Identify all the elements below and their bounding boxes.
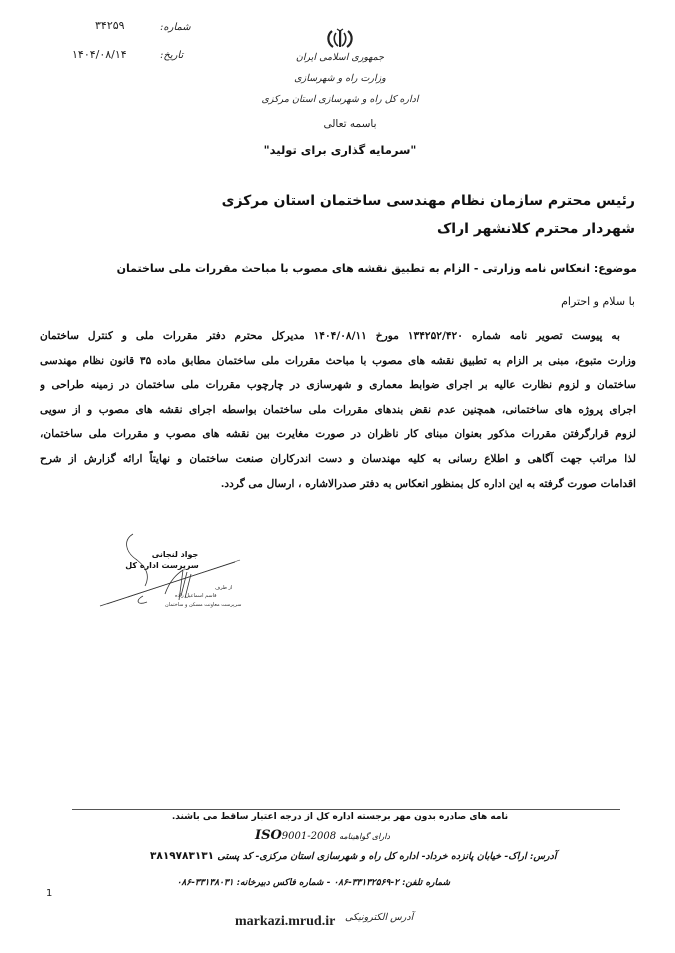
letter-date-label: تاریخ: xyxy=(160,50,184,61)
iran-emblem-icon xyxy=(326,28,354,50)
recipient-1: رئیس محترم سازمان نظام مهندسی ساختمان استان مرکزی xyxy=(221,193,635,209)
postal-code: ۳۸۱۹۷۸۳۱۳۱ xyxy=(150,850,215,862)
cc-title: سرپرست معاونت مسکن و ساختمان xyxy=(165,602,242,608)
letter-body xyxy=(40,324,636,496)
page-number: 1 xyxy=(46,888,53,899)
footer-phone: شماره تلفن: ۲-۳۳۱۳۲۵۶۹-۰۸۶ - شماره فاکس دبیرخانه: ۳۳۱۳۸۰۳۱-۰۸۶ xyxy=(176,878,450,888)
cc-name: قاسم اسماعیل زاده xyxy=(175,593,217,599)
footer-divider xyxy=(72,809,620,810)
gov-line-republic: جمهوری اسلامی ایران xyxy=(295,52,385,63)
cc-prefix: از طرف xyxy=(215,585,233,591)
recipient-2: شهردار محترم کلانشهر اراک xyxy=(436,221,635,237)
iso-label-big: ISO xyxy=(255,828,282,843)
body-line: اقدامات صورت گرفته به این اداره کل بمنظور انعکاس به دفتر صدرالاشاره ، ارسال می گردد. xyxy=(220,477,636,490)
address-text: آدرس: اراک- خیابان پانزده خرداد- اداره کل راه و شهرسازی استان مرکزی- کد پستی xyxy=(217,851,557,862)
gov-line-ministry: وزارت راه و شهرسازی xyxy=(294,73,386,84)
iso-number: 9001-2008 xyxy=(281,831,337,842)
footer-warning: نامه های صادره بدون مهر برجسته اداره کل از درجه اعتبار ساقط می باشند. xyxy=(171,812,509,822)
body-line: لزوم قرارگرفتن مقررات مذکور بعنوان مبنای کار ناظران در صورت مغایرت بین نقشه های مصوب و مقررات ملی ساختمان، xyxy=(40,428,636,441)
subject-line: موضوع: انعکاس نامه وزارتی - الزام به تطبیق نقشه های مصوب با مباحث مقررات ملی ساختمان xyxy=(116,262,637,275)
signer-title: سرپرست اداره کل xyxy=(125,561,199,570)
iso-caption: دارای گواهینامه xyxy=(339,832,390,841)
body-line: اجرای پروژه های ساختمانی، همچنین عدم نقض بندهای مقررات ملی ساختمان بواسطه اجرای نقشه های مصوب و از سویی xyxy=(40,403,636,416)
slogan: "سرمایه گذاری برای تولید" xyxy=(263,143,417,157)
iso-certification xyxy=(255,828,390,843)
footer-address xyxy=(150,850,557,862)
website-link[interactable]: markazi.mrud.ir xyxy=(235,914,336,929)
letter-date-value: ۱۴۰۴/۰۸/۱۴ xyxy=(72,48,127,61)
letter-number-label: شماره: xyxy=(160,22,191,33)
body-line: لذا مراتب جهت آگاهی و اطلاع رسانی به کلیه مهندسان و دست اندرکاران صنعت ساختمان و نهایتاً ارائه گزارش از شرح xyxy=(40,452,636,465)
bismillah-heading: باسمه تعالی xyxy=(323,118,377,130)
letter-number-value: ۳۴۲۵۹ xyxy=(95,19,125,32)
gov-line-department: اداره کل راه و شهرسازی استان مرکزی xyxy=(261,94,419,105)
website-label: آدرس الکترونیکی xyxy=(345,912,414,923)
greeting: با سلام و احترام xyxy=(561,295,635,308)
body-line: وزارت متبوع، مبنی بر الزام به تطبیق نقشه های مصوب با مباحث مقررات ملی ساختمان مطابق ماده ۳۵ قانون نظام مهندسی xyxy=(40,354,636,367)
body-line: ساختمان و لزوم نظارت عالیه بر اجرای ضوابط معماری و شهرسازی در چارچوب مقررات ملی ساختمان در زمینه طراحی و xyxy=(40,379,636,392)
body-line: به پیوست تصویر نامه شماره ۱۳۴۲۵۲/۴۲۰ مورخ ۱۴۰۴/۰۸/۱۱ مدیرکل محترم دفتر مقررات ملی و کنترل ساختمان xyxy=(40,330,621,342)
signer-name: جواد لنجانی xyxy=(151,550,199,559)
